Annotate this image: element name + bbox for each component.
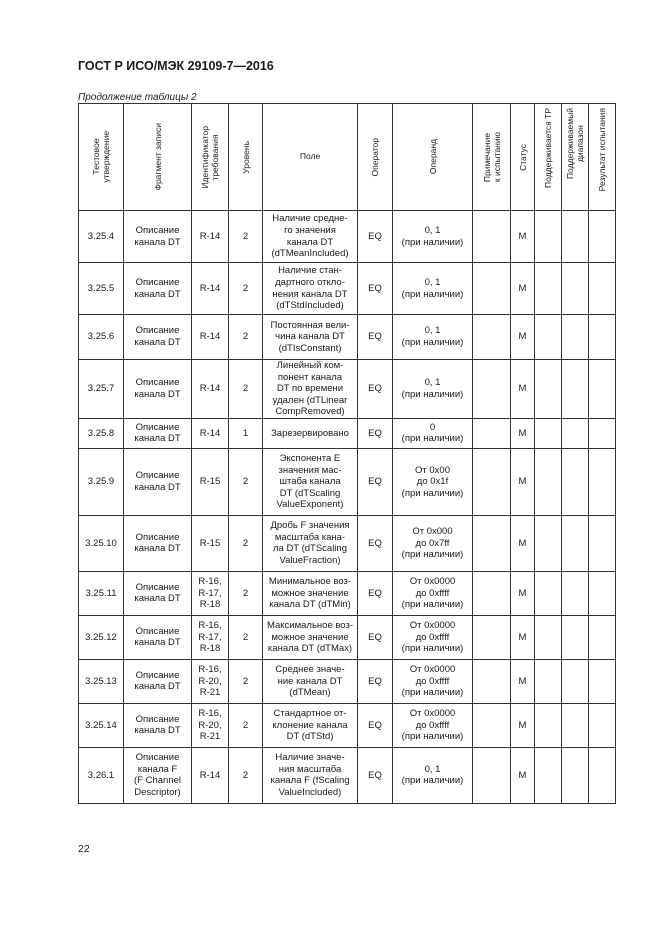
cell-test-assertion: [79, 448, 124, 515]
operand-value: 0, 1 (при наличии): [401, 325, 464, 348]
cell-operator: [358, 448, 393, 515]
table-row: [79, 315, 616, 360]
operator-value: EQ: [368, 383, 382, 395]
operator-value: EQ: [368, 427, 382, 439]
cell-test-result: [589, 515, 616, 571]
field-value: Минимальное воз- можное значение канала DT (dTMin): [268, 576, 352, 611]
cell-level: [229, 571, 263, 615]
cell-level: [229, 418, 263, 448]
table-row: [79, 263, 616, 315]
cell-record-fragment: [124, 448, 192, 515]
operand-value: 0 (при наличии): [401, 421, 464, 445]
cell-field: [263, 418, 358, 448]
table-body: [79, 211, 616, 804]
cell-status: [511, 747, 535, 803]
requirement-id-value: R-14: [199, 383, 221, 395]
cell-field: [263, 448, 358, 515]
cell-test-note: [473, 571, 511, 615]
level-value: 2: [242, 230, 249, 242]
cell-operand: [393, 747, 473, 803]
header-label: Оператор: [370, 137, 380, 177]
cell-level: [229, 448, 263, 515]
cell-test-note: [473, 615, 511, 659]
cell-test-assertion: [79, 515, 124, 571]
header-operator: [358, 104, 393, 211]
field-value: Экспонента E значения мас- штаба канала DT (dTScaling ValueExponent): [276, 452, 344, 511]
cell-operator: [358, 747, 393, 803]
table-header-row: [79, 104, 616, 211]
cell-status: [511, 515, 535, 571]
cell-level: [229, 515, 263, 571]
header-label: Тестовое утверждение: [91, 131, 111, 183]
test-assertion-value: 3.25.9: [87, 476, 115, 488]
header-test-result: [589, 104, 616, 211]
header-label: Поддерживаемый диапазон: [565, 108, 585, 180]
table-row: [79, 211, 616, 263]
cell-field: [263, 515, 358, 571]
cell-operator: [358, 659, 393, 703]
cell-status: [511, 571, 535, 615]
operand-value: 0, 1 (при наличии): [401, 377, 464, 400]
cell-supported-range: [562, 263, 589, 315]
operand-value: От 0x000 до 0x7ff (при наличии): [401, 526, 464, 561]
header-label: Результат испытания: [597, 108, 607, 192]
cell-field: [263, 263, 358, 315]
cell-record-fragment: [124, 418, 192, 448]
cell-supported-range: [562, 418, 589, 448]
header-label: Идентификатор требования: [200, 125, 220, 189]
cell-operand: [393, 418, 473, 448]
cell-supported-range: [562, 211, 589, 263]
test-assertion-value: 3.25.6: [87, 331, 115, 343]
field-value: Наличие средне- го значения канала DT (dTMeanIncluded): [271, 213, 349, 260]
cell-operator: [358, 703, 393, 747]
record-fragment-value: Описание канала DT: [134, 669, 181, 693]
operand-value: От 0x00 до 0x1f (при наличии): [401, 464, 464, 499]
table-row: [79, 571, 616, 615]
cell-supported-range: [562, 703, 589, 747]
cell-operator: [358, 615, 393, 659]
header-label: Поле: [299, 151, 321, 162]
header-supported-range: [562, 104, 589, 211]
header-field: [263, 104, 358, 211]
cell-level: [229, 263, 263, 315]
page-number: 22: [78, 843, 90, 855]
cell-record-fragment: [124, 615, 192, 659]
header-test-assertion: [79, 104, 124, 211]
header-operand: [393, 104, 473, 211]
field-value: Наличие значе- ния масштаба канала F (fScaling ValueIncluded): [270, 752, 350, 799]
cell-test-result: [589, 659, 616, 703]
test-assertion-value: 3.26.1: [87, 769, 115, 781]
test-assertion-value: 3.25.8: [87, 427, 115, 439]
cell-supported-tp: [535, 515, 562, 571]
test-assertion-value: 3.25.13: [85, 675, 117, 687]
cell-level: [229, 211, 263, 263]
cell-supported-range: [562, 747, 589, 803]
requirement-id-value: R-14: [199, 282, 221, 294]
cell-supported-tp: [535, 659, 562, 703]
level-value: 2: [242, 769, 249, 781]
cell-record-fragment: [124, 315, 192, 360]
cell-record-fragment: [124, 747, 192, 803]
cell-test-assertion: [79, 659, 124, 703]
header-record-fragment: [124, 104, 192, 211]
test-assertion-value: 3.25.10: [85, 537, 117, 549]
operand-value: От 0x0000 до 0xffff (при наличии): [401, 708, 464, 743]
test-assertion-value: 3.25.4: [87, 230, 115, 242]
cell-field: [263, 703, 358, 747]
test-assertion-value: 3.25.14: [85, 719, 117, 731]
cell-requirement-id: [192, 747, 229, 803]
record-fragment-value: Описание канала DT: [134, 625, 181, 649]
cell-field: [263, 615, 358, 659]
level-value: 2: [242, 587, 249, 599]
cell-test-assertion: [79, 360, 124, 419]
table-row: [79, 360, 616, 419]
cell-test-result: [589, 703, 616, 747]
cell-record-fragment: [124, 360, 192, 419]
cell-status: [511, 263, 535, 315]
cell-level: [229, 703, 263, 747]
field-value: Максимальное воз- можное значение канала DT (dTMax): [266, 620, 354, 655]
header-test-note: [473, 104, 511, 211]
cell-status: [511, 211, 535, 263]
cell-test-note: [473, 747, 511, 803]
status-value: M: [518, 719, 527, 731]
cell-test-note: [473, 515, 511, 571]
test-assertion-value: 3.25.7: [87, 383, 115, 395]
cell-requirement-id: [192, 571, 229, 615]
cell-test-assertion: [79, 315, 124, 360]
level-value: 1: [242, 427, 249, 439]
record-fragment-value: Описание канала DT: [134, 581, 181, 605]
cell-test-result: [589, 315, 616, 360]
status-value: M: [518, 537, 527, 549]
cell-record-fragment: [124, 703, 192, 747]
header-label: Операнд: [427, 139, 438, 175]
field-value: Стандартное от- клонение канала DT (dTStd): [272, 708, 348, 743]
cell-record-fragment: [124, 515, 192, 571]
operator-value: EQ: [368, 331, 382, 343]
operand-value: От 0x0000 до 0xffff (при наличии): [401, 664, 464, 699]
cell-requirement-id: [192, 659, 229, 703]
cell-field: [263, 211, 358, 263]
record-fragment-value: Описание канала DT: [134, 377, 181, 400]
requirement-id-value: R-16, R-17, R-18: [198, 576, 222, 611]
status-value: M: [518, 675, 527, 687]
operand-value: 0, 1 (при наличии): [401, 763, 464, 787]
cell-field: [263, 659, 358, 703]
table-row: [79, 515, 616, 571]
level-value: 2: [242, 537, 249, 549]
cell-operator: [358, 515, 393, 571]
cell-supported-tp: [535, 448, 562, 515]
level-value: 2: [242, 383, 249, 395]
table-row: [79, 747, 616, 803]
record-fragment-value: Описание канала DT: [134, 713, 181, 737]
cell-supported-range: [562, 448, 589, 515]
operator-value: EQ: [368, 631, 382, 643]
cell-operator: [358, 263, 393, 315]
status-value: M: [518, 383, 527, 395]
requirement-id-value: R-14: [199, 230, 221, 242]
header-label: Поддерживается ТР: [543, 108, 553, 188]
cell-operand: [393, 515, 473, 571]
cell-supported-tp: [535, 571, 562, 615]
level-value: 2: [242, 675, 249, 687]
cell-record-fragment: [124, 571, 192, 615]
cell-status: [511, 315, 535, 360]
cell-status: [511, 418, 535, 448]
cell-requirement-id: [192, 515, 229, 571]
table-row: [79, 703, 616, 747]
cell-supported-range: [562, 615, 589, 659]
test-assertion-value: 3.25.11: [85, 587, 117, 599]
cell-operator: [358, 360, 393, 419]
cell-operand: [393, 703, 473, 747]
cell-supported-tp: [535, 418, 562, 448]
table-caption: Продолжение таблицы 2: [78, 92, 197, 103]
level-value: 2: [242, 331, 249, 343]
operator-value: EQ: [368, 587, 382, 599]
status-value: M: [518, 427, 527, 439]
cell-operand: [393, 448, 473, 515]
field-value: Среднее значе- ние канала DT (dTMean): [275, 664, 345, 699]
cell-operand: [393, 263, 473, 315]
cell-test-note: [473, 315, 511, 360]
cell-field: [263, 571, 358, 615]
cell-test-result: [589, 747, 616, 803]
cell-test-note: [473, 418, 511, 448]
operand-value: 0, 1 (при наличии): [401, 224, 464, 248]
record-fragment-value: Описание канала DT: [134, 276, 181, 300]
cell-test-note: [473, 703, 511, 747]
cell-operand: [393, 211, 473, 263]
cell-test-result: [589, 360, 616, 419]
cell-supported-range: [562, 360, 589, 419]
cell-record-fragment: [124, 263, 192, 315]
cell-status: [511, 360, 535, 419]
header-label: Статус: [517, 143, 528, 171]
level-value: 2: [242, 631, 249, 643]
cell-operator: [358, 211, 393, 263]
cell-test-assertion: [79, 263, 124, 315]
operator-value: EQ: [368, 769, 382, 781]
operand-value: От 0x0000 до 0xffff (при наличии): [401, 620, 464, 655]
cell-operator: [358, 315, 393, 360]
cell-supported-tp: [535, 360, 562, 419]
cell-record-fragment: [124, 659, 192, 703]
status-value: M: [518, 331, 527, 343]
cell-field: [263, 360, 358, 419]
cell-supported-tp: [535, 263, 562, 315]
record-fragment-value: Описание канала DT: [134, 325, 181, 348]
status-value: M: [518, 476, 527, 488]
level-value: 2: [242, 719, 249, 731]
cell-supported-range: [562, 659, 589, 703]
cell-status: [511, 615, 535, 659]
cell-supported-tp: [535, 747, 562, 803]
cell-requirement-id: [192, 615, 229, 659]
cell-record-fragment: [124, 211, 192, 263]
cell-status: [511, 703, 535, 747]
cell-test-result: [589, 211, 616, 263]
header-level: [229, 104, 263, 211]
cell-supported-tp: [535, 703, 562, 747]
header-supported-tp: [535, 104, 562, 211]
cell-supported-tp: [535, 315, 562, 360]
status-value: M: [518, 282, 527, 294]
cell-requirement-id: [192, 448, 229, 515]
requirements-table: [78, 103, 616, 804]
table-row: [79, 418, 616, 448]
cell-test-assertion: [79, 571, 124, 615]
table-row: [79, 659, 616, 703]
requirement-id-value: R-14: [199, 331, 221, 343]
cell-test-note: [473, 211, 511, 263]
cell-test-note: [473, 360, 511, 419]
cell-test-assertion: [79, 703, 124, 747]
cell-test-assertion: [79, 211, 124, 263]
record-fragment-value: Описание канала F (F Channel Descriptor): [134, 752, 181, 799]
cell-level: [229, 315, 263, 360]
requirement-id-value: R-15: [199, 537, 221, 549]
cell-status: [511, 448, 535, 515]
cell-test-note: [473, 263, 511, 315]
header-status: [511, 104, 535, 211]
operator-value: EQ: [368, 675, 382, 687]
cell-test-note: [473, 659, 511, 703]
level-value: 2: [242, 476, 249, 488]
test-assertion-value: 3.25.5: [87, 282, 115, 294]
cell-requirement-id: [192, 703, 229, 747]
cell-requirement-id: [192, 315, 229, 360]
field-value: Наличие стан- дартного откло- нения канала DT (dTStdIncluded): [272, 265, 348, 312]
operator-value: EQ: [368, 230, 382, 242]
cell-supported-tp: [535, 211, 562, 263]
test-assertion-value: 3.25.12: [85, 631, 117, 643]
cell-test-result: [589, 418, 616, 448]
cell-operand: [393, 659, 473, 703]
status-value: M: [518, 769, 527, 781]
cell-test-result: [589, 571, 616, 615]
requirement-id-value: R-16, R-20, R-21: [198, 664, 222, 699]
cell-test-result: [589, 615, 616, 659]
cell-operator: [358, 571, 393, 615]
cell-requirement-id: [192, 418, 229, 448]
cell-test-assertion: [79, 747, 124, 803]
record-fragment-value: Описание канала DT: [134, 531, 181, 555]
cell-supported-range: [562, 571, 589, 615]
status-value: M: [518, 587, 527, 599]
cell-level: [229, 659, 263, 703]
record-fragment-value: Описание канала DT: [134, 421, 181, 445]
cell-requirement-id: [192, 263, 229, 315]
cell-supported-range: [562, 315, 589, 360]
operand-value: От 0x0000 до 0xffff (при наличии): [401, 576, 464, 611]
table-row: [79, 448, 616, 515]
cell-supported-tp: [535, 615, 562, 659]
cell-status: [511, 659, 535, 703]
status-value: M: [518, 230, 527, 242]
header-requirement-id: [192, 104, 229, 211]
cell-test-note: [473, 448, 511, 515]
header-label: Примечание к испытанию: [481, 131, 502, 183]
cell-operand: [393, 315, 473, 360]
requirement-id-value: R-16, R-20, R-21: [198, 708, 222, 743]
table-row: [79, 615, 616, 659]
cell-field: [263, 315, 358, 360]
operator-value: EQ: [368, 537, 382, 549]
requirement-id-value: R-14: [199, 769, 221, 781]
requirement-id-value: R-16, R-17, R-18: [198, 620, 222, 655]
level-value: 2: [242, 282, 249, 294]
cell-operand: [393, 571, 473, 615]
field-value: Линейный ком- понент канала DT по времени удален (dTLinear CompRemoved): [272, 360, 348, 418]
cell-requirement-id: [192, 211, 229, 263]
cell-operand: [393, 615, 473, 659]
status-value: M: [518, 631, 527, 643]
operator-value: EQ: [368, 282, 382, 294]
requirement-id-value: R-14: [199, 427, 221, 439]
record-fragment-value: Описание канала DT: [134, 470, 181, 493]
cell-level: [229, 360, 263, 419]
cell-test-result: [589, 448, 616, 515]
operator-value: EQ: [368, 476, 382, 488]
field-value: Зарезервировано: [271, 427, 349, 439]
cell-operand: [393, 360, 473, 419]
cell-supported-range: [562, 515, 589, 571]
cell-level: [229, 615, 263, 659]
cell-field: [263, 747, 358, 803]
cell-requirement-id: [192, 360, 229, 419]
cell-level: [229, 747, 263, 803]
cell-test-assertion: [79, 615, 124, 659]
cell-operator: [358, 418, 393, 448]
header-label: Уровень: [240, 140, 251, 174]
requirement-id-value: R-15: [199, 476, 221, 488]
record-fragment-value: Описание канала DT: [134, 224, 181, 248]
document-title: ГОСТ Р ИСО/МЭК 29109-7—2016: [78, 59, 274, 73]
operator-value: EQ: [368, 719, 382, 731]
field-value: Постоянная вели- чина канала DT (dTIsConstant): [270, 319, 350, 354]
cell-test-assertion: [79, 418, 124, 448]
field-value: Дробь F значения масштаба кана- ла DT (dTScaling ValueFraction): [270, 520, 350, 567]
header-label: Фрагмент записи: [152, 123, 163, 191]
cell-test-result: [589, 263, 616, 315]
operand-value: 0, 1 (при наличии): [401, 276, 464, 300]
